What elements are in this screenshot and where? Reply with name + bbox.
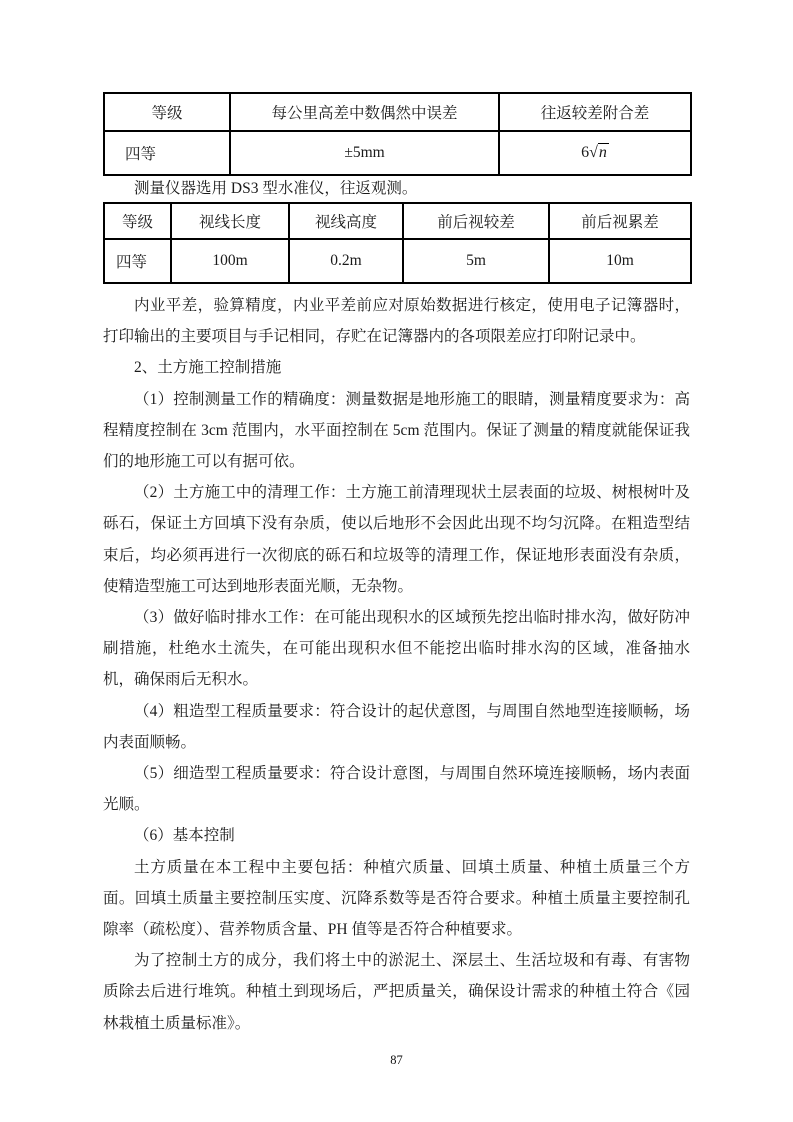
- table-header-cell: 等级: [104, 93, 230, 131]
- leveling-accuracy-table: [103, 92, 692, 176]
- table-header-cell: 视线长度: [171, 203, 289, 239]
- table-cell-mid-error: ±5mm: [230, 131, 499, 175]
- paragraph: （1）控制测量工作的精确度：测量数据是地形施工的眼睛，测量精度要求为：高程精度控制在 3cm 范围内，水平面控制在 5cm 范围内。保证了测量的精度就能保证我们的地形施工可以有据可依。: [103, 390, 690, 471]
- table-header-cell: 等级: [104, 203, 171, 239]
- table-cell: 10m: [549, 239, 691, 283]
- table-cell-grade: 四等: [104, 131, 230, 175]
- sight-requirements-table: [103, 202, 692, 284]
- table-header-cell: 每公里高差中数偶然中误差: [230, 93, 499, 131]
- radical-sign: √: [589, 144, 598, 162]
- paragraph: （3）做好临时排水工作：在可能出现积水的区域预先挖出临时排水沟，做好防冲刷措施，杜绝水土流失，在可能出现积水但不能挖出临时排水沟的区域，准备抽水机，确保雨后无积水。: [103, 609, 690, 689]
- table-header-cell: 前后视较差: [403, 203, 549, 239]
- table-row: [104, 131, 691, 175]
- table-cell: 0.2m: [289, 239, 403, 283]
- table-header-cell: 往返较差附合差: [499, 93, 691, 131]
- table-header-cell: 视线高度: [289, 203, 403, 239]
- table-cell: 5m: [403, 239, 549, 283]
- paragraph: 为了控制土方的成分，我们将土中的淤泥土、深层土、生活垃圾和有毒、有害物质除去后进行堆筑。种植土到现场后，严把质量关，确保设计需求的种植土符合《园林栽植土质量标准》。: [103, 952, 690, 1032]
- table-cell-closure-formula: [499, 131, 691, 175]
- paragraph: （4）粗造型工程质量要求：符合设计的起伏意图，与周围自然地型连接顺畅，场内表面顺畅。: [103, 702, 690, 751]
- sqrt-formula: 6√n: [581, 144, 607, 162]
- page-number: 87: [390, 1053, 403, 1067]
- table-cell: 100m: [171, 239, 289, 283]
- section-heading: 2、土方施工控制措施: [134, 359, 282, 377]
- table-header-row: [104, 93, 691, 131]
- paragraph: （2）土方施工中的清理工作：土方施工前清理现状土层表面的垃圾、树根树叶及砾石，保证土方回填下没有杂质，使以后地形不会因此出现不均匀沉降。在粗造型结束后，均必须再进行一次彻底的砾石和垃圾等的清理工作，保证地形表面没有杂质，使精造型施工可达到地形表面光顺，无杂物。: [103, 484, 690, 595]
- paragraph: 内业平差，验算精度，内业平差前应对原始数据进行核定，使用电子记簿器时，打印输出的主要项目与手记相同，存贮在记簿器内的各项限差应打印附记录中。: [103, 297, 690, 346]
- table-header-cell: 前后视累差: [549, 203, 691, 239]
- sub-heading: （6）基本控制: [134, 827, 235, 845]
- instrument-note: 测量仪器选用 DS3 型水准仪，往返观测。: [134, 180, 418, 197]
- radicand: n: [598, 144, 607, 162]
- paragraph: （5）细造型工程质量要求：符合设计意图，与周围自然环境连接顺畅，场内表面光顺。: [103, 765, 690, 814]
- table-row: [104, 239, 691, 283]
- table-cell-grade: 四等: [104, 239, 171, 283]
- paragraph: 土方质量在本工程中主要包括：种植穴质量、回填土质量、种植土质量三个方面。回填土质量主要控制压实度、沉降系数等是否符合要求。种植土质量主要控制孔隙率（疏松度）、营养物质含量、PH 值等是否符合种植要求。: [103, 858, 690, 939]
- table-header-row: [104, 203, 691, 239]
